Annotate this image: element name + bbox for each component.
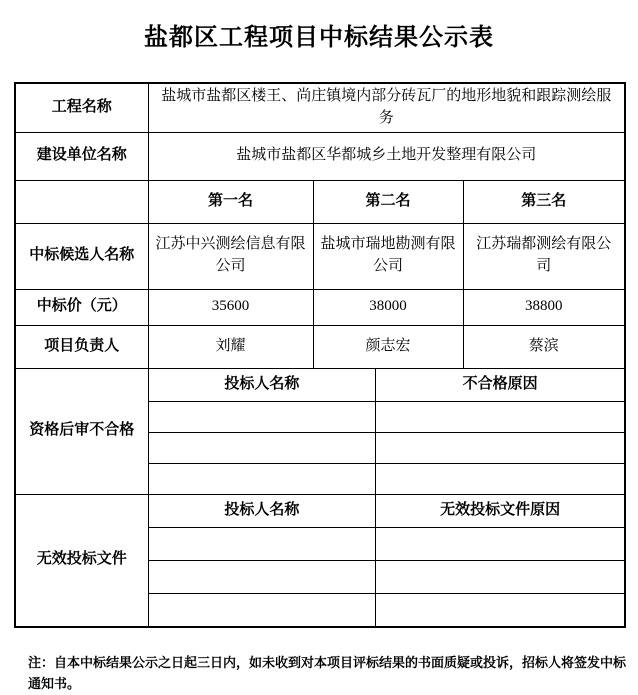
empty-cell <box>376 594 624 626</box>
candidates-row <box>15 223 625 289</box>
empty-cell <box>376 528 624 561</box>
invalid-section-row <box>15 494 625 627</box>
bid-price-2: 38000 <box>313 289 463 325</box>
empty-cell <box>376 464 624 494</box>
empty-cell <box>149 528 376 561</box>
candidates-label: 中标候选人名称 <box>15 223 148 289</box>
empty-cell <box>376 402 624 433</box>
price-label: 中标价（元） <box>15 289 148 325</box>
project-name-label: 工程名称 <box>15 83 148 132</box>
disqualified-empty-row <box>149 433 625 464</box>
empty-cell <box>149 433 376 464</box>
invalid-section-label: 无效投标文件 <box>15 494 148 627</box>
disqualified-section-label: 资格后审不合格 <box>15 368 148 494</box>
bid-price-3: 38800 <box>463 289 625 325</box>
invalid-empty-row <box>149 561 625 594</box>
invalid-subheader-row <box>149 495 625 528</box>
disqualified-section-row <box>15 368 625 494</box>
candidate-name-3: 江苏瑞都测绘有限公司 <box>463 223 625 289</box>
candidate-name-1: 江苏中兴测绘信息有限公司 <box>148 223 313 289</box>
page-title: 盐都区工程项目中标结果公示表 <box>144 24 494 51</box>
rank-header-row <box>15 180 625 223</box>
invalid-empty-row <box>149 594 625 626</box>
disqualified-empty-row <box>149 464 625 494</box>
invalid-subtable <box>149 495 625 626</box>
invalid-bidder-name-header: 投标人名称 <box>149 495 376 528</box>
owner-label: 建设单位名称 <box>15 132 148 180</box>
disqualified-reason-header: 不合格原因 <box>376 369 624 402</box>
leader-label: 项目负责人 <box>15 325 148 368</box>
rank-header-empty-cell <box>15 180 148 223</box>
empty-cell <box>376 433 624 464</box>
disqualified-section-cell <box>148 368 625 494</box>
rank-header-first: 第一名 <box>148 180 313 223</box>
project-leader-2: 颜志宏 <box>313 325 463 368</box>
rank-header-third: 第三名 <box>463 180 625 223</box>
owner-row <box>15 132 625 180</box>
project-name-value: 盐城市盐都区楼王、尚庄镇境内部分砖瓦厂的地形地貌和跟踪测绘服务 <box>148 83 625 132</box>
disqualified-subheader-row <box>149 369 625 402</box>
disqualified-empty-row <box>149 402 625 433</box>
disqualified-bidder-name-header: 投标人名称 <box>149 369 376 402</box>
empty-cell <box>376 561 624 594</box>
empty-cell <box>149 594 376 626</box>
invalid-section-cell <box>148 494 625 627</box>
leader-row <box>15 325 625 368</box>
bid-result-table <box>14 82 626 628</box>
disqualified-subtable <box>149 369 625 494</box>
empty-cell <box>149 402 376 433</box>
project-leader-3: 蔡滨 <box>463 325 625 368</box>
candidate-name-2: 盐城市瑞地勘测有限公司 <box>313 223 463 289</box>
empty-cell <box>149 464 376 494</box>
invalid-empty-row <box>149 528 625 561</box>
project-name-row <box>15 83 625 132</box>
rank-header-second: 第二名 <box>313 180 463 223</box>
note-text: 注：自本中标结果公示之日起三日内，如未收到对本项目评标结果的书面质疑或投诉，招标人将签发中标通知书。 <box>28 654 627 691</box>
bid-price-1: 35600 <box>148 289 313 325</box>
owner-value: 盐城市盐都区华都城乡土地开发整理有限公司 <box>148 132 625 180</box>
empty-cell <box>149 561 376 594</box>
invalid-reason-header: 无效投标文件原因 <box>376 495 624 528</box>
project-leader-1: 刘耀 <box>148 325 313 368</box>
price-row <box>15 289 625 325</box>
